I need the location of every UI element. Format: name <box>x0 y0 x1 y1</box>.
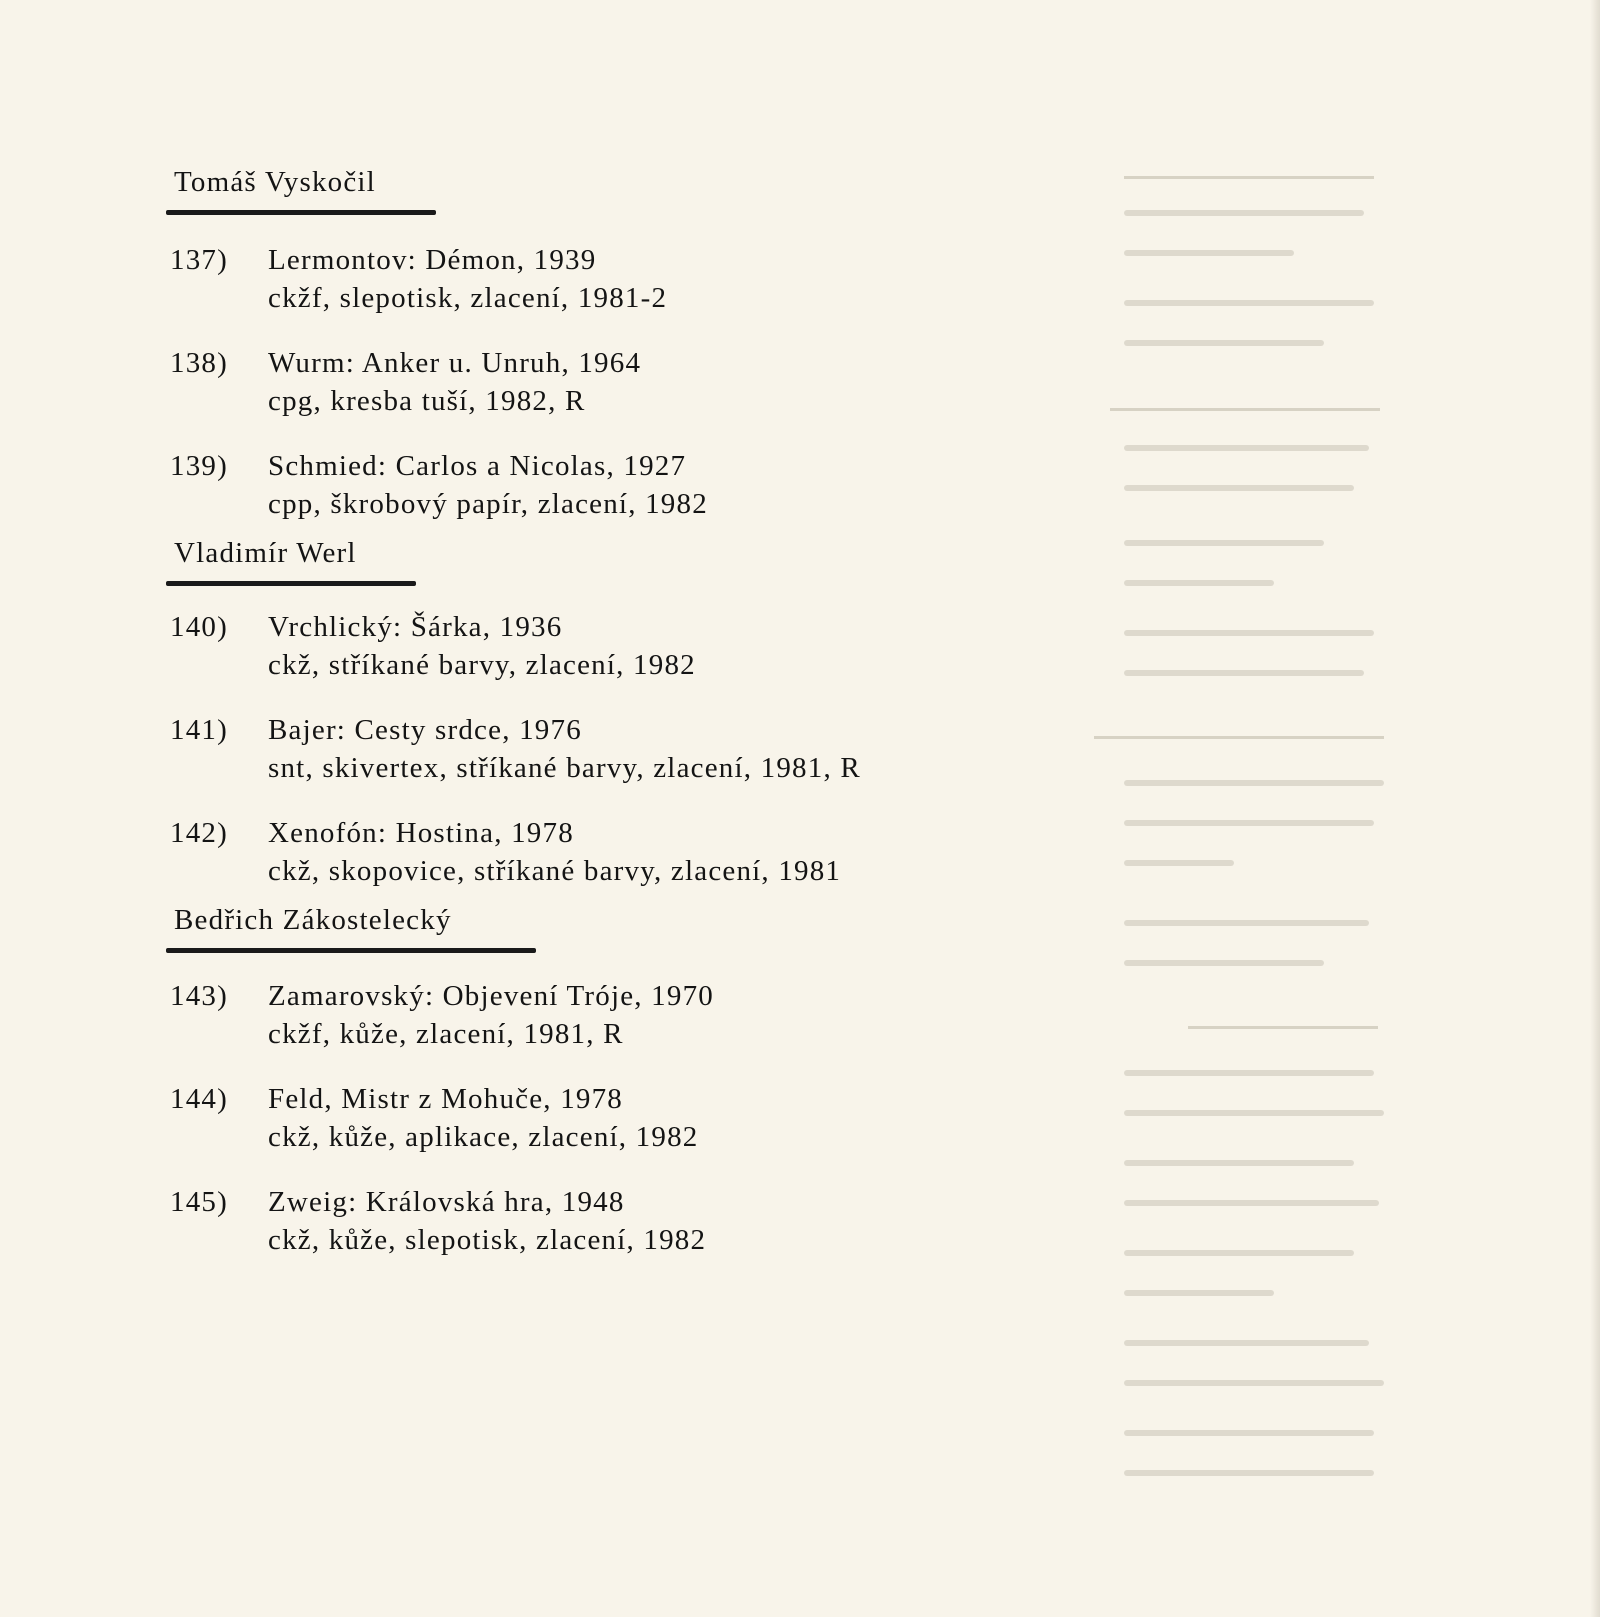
ghost-line <box>1124 1340 1369 1346</box>
catalog-entry <box>168 1080 1108 1156</box>
ghost-line <box>1124 340 1324 346</box>
catalog-entry <box>168 241 1108 317</box>
author-heading <box>174 904 1108 941</box>
entry-number: 145) <box>170 1186 228 1218</box>
ghost-rule <box>1188 1026 1378 1029</box>
entry-number: 143) <box>170 980 228 1012</box>
entry-title: Vrchlický: Šárka, 1936 <box>268 611 563 643</box>
entry-title: Xenofón: Hostina, 1978 <box>268 817 574 849</box>
catalog-entry <box>168 977 1108 1053</box>
ghost-line <box>1124 300 1374 306</box>
ghost-line <box>1124 540 1324 546</box>
entry-details: ckž, kůže, slepotisk, zlacení, 1982 <box>268 1224 707 1256</box>
entry-number: 138) <box>170 347 228 379</box>
author-underline <box>166 581 416 586</box>
entry-title: Schmied: Carlos a Nicolas, 1927 <box>268 450 687 482</box>
ghost-rule <box>1110 408 1380 411</box>
entry-details: ckžf, slepotisk, zlacení, 1981-2 <box>268 282 668 314</box>
entry-details: ckž, skopovice, stříkané barvy, zlacení, 1981 <box>268 855 842 887</box>
catalog-entry <box>168 344 1108 420</box>
author-underline <box>166 210 436 215</box>
catalog-entry <box>168 711 1108 787</box>
author-name: Tomáš Vyskočil <box>174 166 376 198</box>
entry-details: cpg, kresba tuší, 1982, R <box>268 385 586 417</box>
ghost-line <box>1124 485 1354 491</box>
ghost-line <box>1124 630 1374 636</box>
entry-title: Bajer: Cesty srdce, 1976 <box>268 714 582 746</box>
catalog-entry <box>168 1183 1108 1259</box>
entry-title: Zweig: Královská hra, 1948 <box>268 1186 625 1218</box>
entry-details: cpp, škrobový papír, zlacení, 1982 <box>268 488 708 520</box>
entry-details: snt, skivertex, stříkané barvy, zlacení, 1981, R <box>268 752 861 784</box>
catalog-entry <box>168 814 1108 890</box>
ghost-rule <box>1124 176 1374 179</box>
author-heading <box>174 166 1108 203</box>
entry-title: Feld, Mistr z Mohuče, 1978 <box>268 1083 624 1115</box>
ghost-line <box>1124 1110 1384 1116</box>
ghost-line <box>1124 860 1234 866</box>
ghost-line <box>1124 1200 1379 1206</box>
reverse-side-show-through <box>1124 140 1414 1500</box>
ghost-line <box>1124 1290 1274 1296</box>
ghost-line <box>1124 580 1274 586</box>
catalog-list <box>168 166 1108 1286</box>
ghost-line <box>1124 1470 1374 1476</box>
ghost-line <box>1124 445 1369 451</box>
author-underline <box>166 948 536 953</box>
author-heading <box>174 537 1108 574</box>
entry-number: 140) <box>170 611 228 643</box>
ghost-line <box>1124 250 1294 256</box>
entry-details: ckžf, kůže, zlacení, 1981, R <box>268 1018 624 1050</box>
entry-number: 137) <box>170 244 228 276</box>
ghost-line <box>1124 1160 1354 1166</box>
entry-number: 144) <box>170 1083 228 1115</box>
ghost-line <box>1124 960 1324 966</box>
entry-title: Lermontov: Démon, 1939 <box>268 244 597 276</box>
ghost-line <box>1124 920 1369 926</box>
entry-details: ckž, kůže, aplikace, zlacení, 1982 <box>268 1121 699 1153</box>
ghost-line <box>1124 1430 1374 1436</box>
page-edge-shadow <box>1590 0 1600 1617</box>
ghost-rule <box>1094 736 1384 739</box>
author-name: Vladimír Werl <box>174 537 357 569</box>
ghost-line <box>1124 1250 1354 1256</box>
entry-title: Zamarovský: Objevení Tróje, 1970 <box>268 980 714 1012</box>
ghost-line <box>1124 210 1364 216</box>
catalog-entry <box>168 447 1108 523</box>
entry-number: 141) <box>170 714 228 746</box>
entry-title: Wurm: Anker u. Unruh, 1964 <box>268 347 642 379</box>
ghost-line <box>1124 1380 1384 1386</box>
ghost-line <box>1124 820 1374 826</box>
entry-details: ckž, stříkané barvy, zlacení, 1982 <box>268 649 696 681</box>
entry-number: 139) <box>170 450 228 482</box>
author-name: Bedřich Zákostelecký <box>174 904 452 936</box>
ghost-line <box>1124 780 1384 786</box>
entry-number: 142) <box>170 817 228 849</box>
ghost-line <box>1124 1070 1374 1076</box>
catalog-entry <box>168 608 1108 684</box>
ghost-line <box>1124 670 1364 676</box>
